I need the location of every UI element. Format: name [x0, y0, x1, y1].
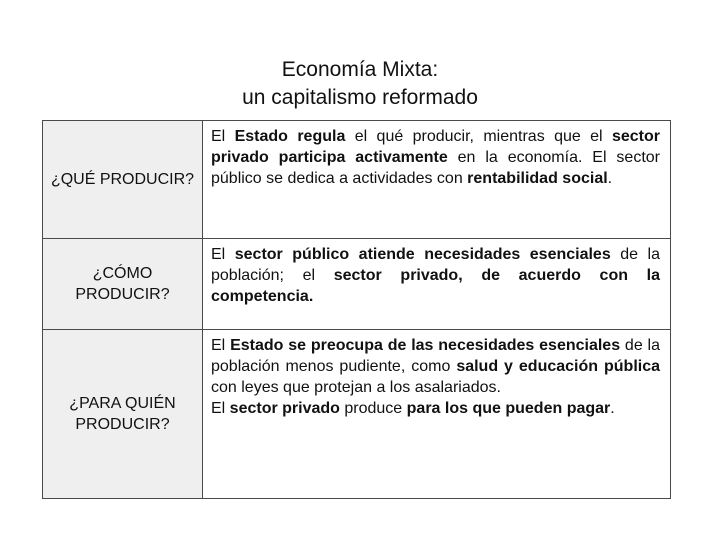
text-run: con leyes que protejan a los asalariados.	[211, 379, 501, 396]
answer-cell	[203, 239, 671, 330]
page-title	[0, 56, 720, 112]
text-run: El	[211, 400, 230, 417]
answer-cell	[203, 121, 671, 239]
question-que: ¿QUÉ PRODUCIR?	[50, 171, 195, 188]
text-run: El	[211, 246, 235, 263]
bold-text: Estado se preocupa de las necesidades esenciales	[230, 337, 621, 354]
title-line-1: Economía Mixta:	[281, 58, 439, 81]
answer-para-quien	[211, 335, 660, 419]
text-run: en la economía. El sector público se dedica a actividades con	[211, 149, 661, 187]
text-run: de la población menos pudiente, como	[211, 337, 661, 375]
bold-text: sector privado	[229, 400, 340, 417]
answer-como	[211, 244, 660, 307]
title-line-2: un capitalismo reformado	[242, 86, 478, 109]
text-run: El	[211, 337, 231, 354]
table-row	[43, 330, 671, 499]
bold-text: sector privado, de acuerdo con la competencia.	[211, 267, 661, 305]
bold-text: sector público atiende necesidades esenciales	[234, 246, 611, 263]
bold-text: sector privado participa activamente	[211, 128, 660, 166]
table-row	[43, 121, 671, 239]
text-run: el qué producir, mientras que el	[345, 128, 612, 145]
bold-text: para los que pueden pagar	[406, 400, 611, 417]
question-para-quien: ¿PARA QUIÉN PRODUCIR?	[69, 395, 176, 433]
bold-text: salud y educación pública	[456, 358, 661, 375]
text-run: El	[211, 128, 235, 145]
answer-cell	[203, 330, 671, 499]
economy-table	[42, 120, 671, 499]
answer-que	[211, 126, 660, 189]
table-row	[43, 239, 671, 330]
question-cell	[43, 330, 203, 499]
question-cell	[43, 121, 203, 239]
question-como: ¿CÓMO PRODUCIR?	[75, 265, 170, 303]
bold-text: rentabilidad social	[467, 170, 608, 187]
text-run: de la población; el	[211, 246, 661, 284]
bold-text: Estado regula	[234, 128, 346, 145]
text-run: .	[610, 400, 615, 417]
text-run: .	[607, 170, 613, 187]
question-cell	[43, 239, 203, 330]
text-run: produce	[339, 400, 407, 417]
